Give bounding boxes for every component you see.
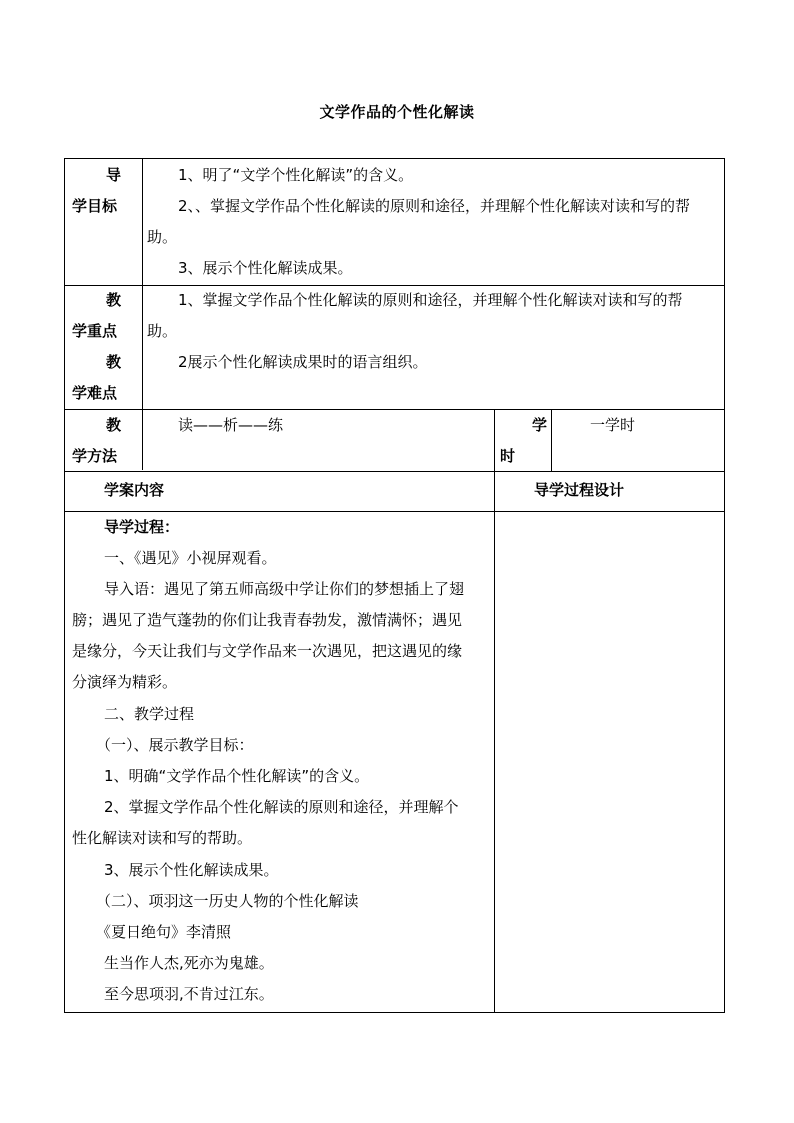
content-p9: 《夏日绝句》李清照 [96,923,232,941]
method-time-divider [494,409,495,471]
content-p2-line3: 是缘分，今天让我们与文学作品来一次遇见，把这遇见的缘 [72,642,463,660]
content-p2-line1: 导入语：遇见了第五师高级中学让你们的梦想插上了翅 [104,580,465,598]
content-p7: 3、展示个性化解读成果。 [104,861,279,879]
focus-label-1: 教 [106,291,122,309]
method-label-1: 教 [106,416,122,434]
content-p2-line4: 分演绎为精彩。 [72,673,178,691]
goals-label-1: 导 [106,166,122,184]
time-label-2: 时 [500,447,516,465]
focus-item-1-cont: 助。 [147,322,178,340]
goal-item-2: 2、、掌握文学作品个性化解读的原则和途径，并理解个性化解读对读和写的帮 [178,197,691,215]
document-title: 文学作品的个性化解读 [319,103,475,121]
focus-item-1: 1、掌握文学作品个性化解读的原则和途径，并理解个性化解读对读和写的帮 [178,291,683,309]
time-label-1: 学 [532,416,548,434]
difficulty-label-2: 学难点 [72,384,118,402]
time-label-divider [551,409,552,471]
content-heading: 导学过程： [104,518,180,536]
label-column-divider [142,158,143,470]
goals-label-2: 学目标 [72,197,118,215]
content-p4: （一）、展示教学目标： [96,736,254,754]
goal-item-2-cont: 助。 [147,228,178,246]
content-p1: 一、《遇见》小视屏观看。 [104,549,277,567]
time-value: 一学时 [590,416,636,434]
content-p10: 生当作人杰,死亦为鬼雄。 [104,954,274,972]
row-divider-method [64,471,725,472]
content-p6-line1: 2、掌握文学作品个性化解读的原则和途径，并理解个 [104,798,459,816]
method-value: 读——析——练 [178,416,284,434]
difficulty-label-1: 教 [106,353,122,371]
difficulty-item: 2展示个性化解读成果时的语言组织。 [178,353,428,371]
right-column-header: 导学过程设计 [534,481,625,499]
method-label-2: 学方法 [72,447,118,465]
content-p3: 二、教学过程 [104,705,195,723]
content-column-divider [494,471,495,1013]
goal-item-1: 1、明了“文学个性化解读”的含义。 [178,166,414,184]
left-column-header: 学案内容 [104,481,165,499]
focus-label-2: 学重点 [72,322,118,340]
content-p8: （二）、项羽这一历史人物的个性化解读 [96,892,359,910]
content-p5: 1、明确“文学作品个性化解读”的含义。 [104,767,370,785]
content-p6-line2: 性化解读对读和写的帮助。 [72,829,253,847]
content-p2-line2: 膀；遇见了造气蓬勃的你们让我青春勃发，激情满怀；遇见 [72,611,463,629]
goal-item-3: 3、展示个性化解读成果。 [178,259,353,277]
content-p11: 至今思项羽,不肯过江东。 [104,985,274,1003]
